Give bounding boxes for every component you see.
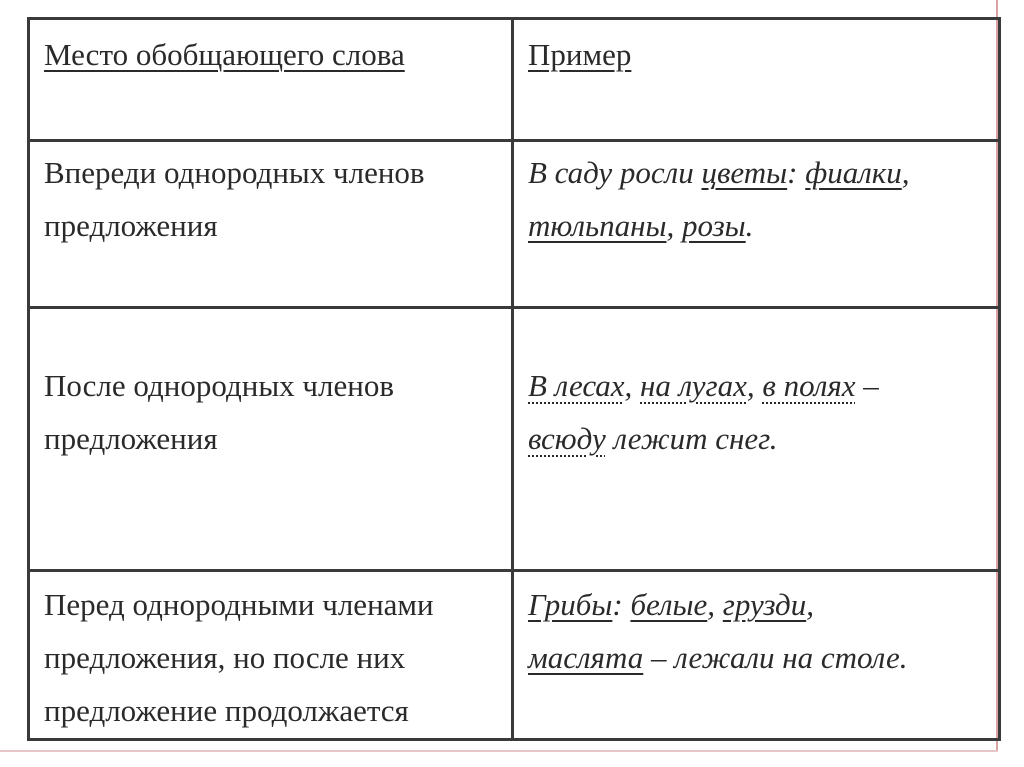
place-text-line: предложения, но после них xyxy=(44,640,406,675)
example-punct: , xyxy=(901,155,910,190)
place-text-line: Впереди однородных членов xyxy=(44,155,425,190)
header-example-label: Пример xyxy=(528,37,632,72)
example-text-line xyxy=(528,359,986,412)
example-punct: . xyxy=(745,208,754,243)
homogeneous-member: грузди xyxy=(722,587,807,622)
example-punct: , xyxy=(624,368,641,403)
example-cell xyxy=(513,141,1000,308)
place-text-line: предложения xyxy=(44,208,218,243)
example-punct: , xyxy=(666,208,682,243)
place-cell xyxy=(29,308,513,571)
place-text-line: предложение продолжается xyxy=(44,693,409,728)
example-text: В саду росли xyxy=(528,155,702,190)
homogeneous-member: розы xyxy=(681,208,746,243)
table-header-row xyxy=(29,19,1000,141)
place-text-line: После однородных членов xyxy=(44,368,394,403)
example-cell xyxy=(513,571,1000,740)
example-cell xyxy=(513,308,1000,571)
header-place-label: Место обобщающего слова xyxy=(44,37,405,72)
table-row xyxy=(29,141,1000,308)
generalizing-word: Грибы xyxy=(528,587,613,622)
homogeneous-member: белые xyxy=(630,587,708,622)
homogeneous-member: тюльпаны xyxy=(528,208,667,243)
example-punct: , xyxy=(707,587,723,622)
example-punct: , xyxy=(806,587,814,622)
example-text-line xyxy=(528,146,986,199)
place-text-line: Перед однородными членами xyxy=(44,587,434,622)
example-punct: , xyxy=(746,368,763,403)
generalizing-word: всюду xyxy=(528,421,606,456)
homogeneous-member: в полях xyxy=(762,368,856,403)
header-cell-place xyxy=(29,19,513,141)
place-cell xyxy=(29,141,513,308)
example-punct: : xyxy=(787,155,806,190)
example-text-line xyxy=(528,578,986,631)
place-text-line: предложения xyxy=(44,421,218,456)
place-cell xyxy=(29,571,513,740)
table-row xyxy=(29,571,1000,740)
homogeneous-member: В лесах xyxy=(528,368,625,403)
example-text-line xyxy=(528,199,986,252)
example-text: лежит снег. xyxy=(605,421,778,456)
slide-border-bottom xyxy=(0,750,998,752)
example-punct: : xyxy=(612,587,631,622)
homogeneous-member: фиалки xyxy=(805,155,902,190)
homogeneous-member: на лугах xyxy=(640,368,747,403)
header-cell-example xyxy=(513,19,1000,141)
example-text-line xyxy=(528,412,986,465)
rules-table xyxy=(27,17,1001,741)
example-text: – лежали на столе. xyxy=(643,640,908,675)
table-row xyxy=(29,308,1000,571)
example-punct: – xyxy=(855,368,879,403)
generalizing-word: цветы xyxy=(701,155,788,190)
homogeneous-member: маслята xyxy=(528,640,644,675)
example-text-line xyxy=(528,631,986,684)
